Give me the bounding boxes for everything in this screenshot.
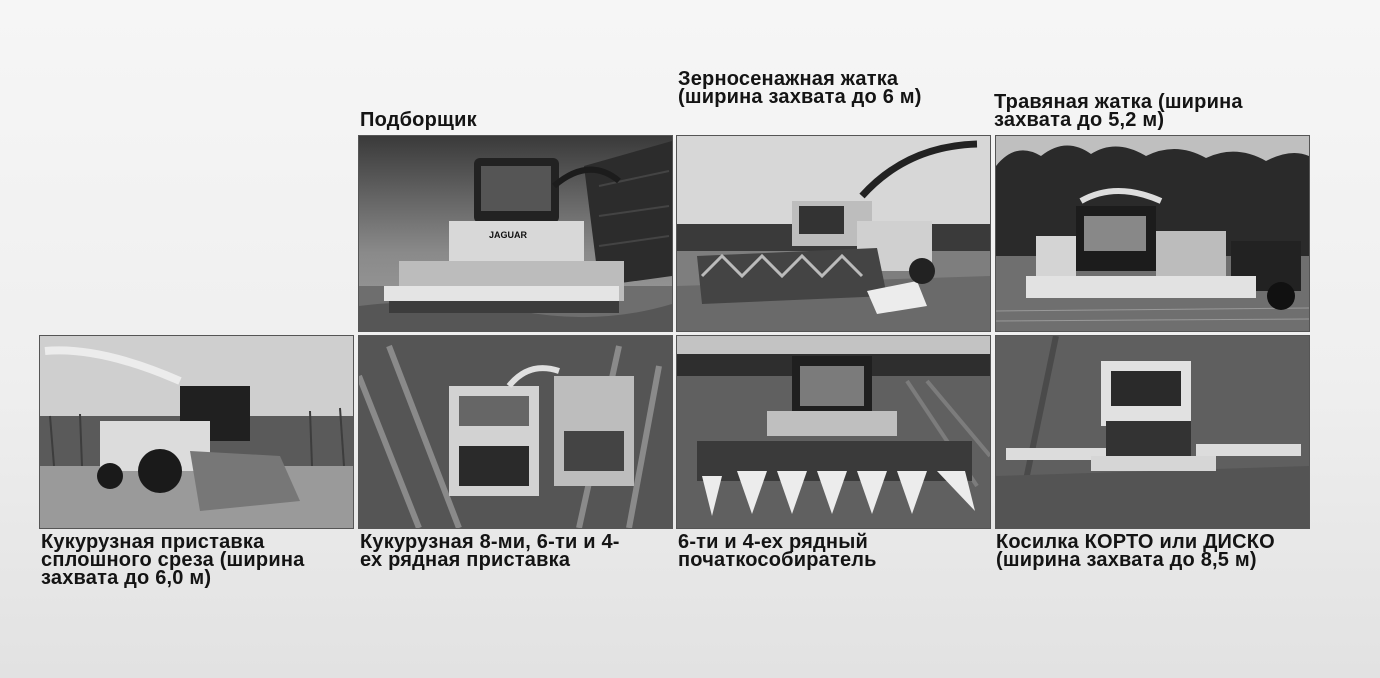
caption-whole-crop-header: Зерносенажная жатка (ширина захвата до 6 м) — [678, 68, 922, 108]
photo-pickup — [358, 135, 673, 332]
brand-label: JAGUAR — [489, 230, 528, 240]
caption-corn-header-full-cut: Кукурузная приставка сплошного среза (ширина захвата до 6,0 м) — [41, 531, 305, 589]
photo-corn-row-header — [358, 335, 673, 529]
photo-corn-header-full-cut — [39, 335, 354, 529]
photo-mower — [995, 335, 1310, 529]
caption-pickup: Подборщик — [360, 109, 477, 131]
photo-whole-crop-header — [676, 135, 991, 332]
caption-corn-row-header: Кукурузная 8-ми, 6-ти и 4-ех рядная приставка — [360, 531, 620, 571]
caption-grass-header: Травяная жатка (ширина захвата до 5,2 м) — [994, 91, 1243, 131]
caption-cob-picker: 6-ти и 4-ех рядный початкособиратель — [678, 531, 877, 571]
photo-grass-header — [995, 135, 1310, 332]
caption-mower: Косилка КОРТО или ДИСКО (ширина захвата до 8,5 м) — [996, 531, 1275, 571]
photo-cob-picker — [676, 335, 991, 529]
